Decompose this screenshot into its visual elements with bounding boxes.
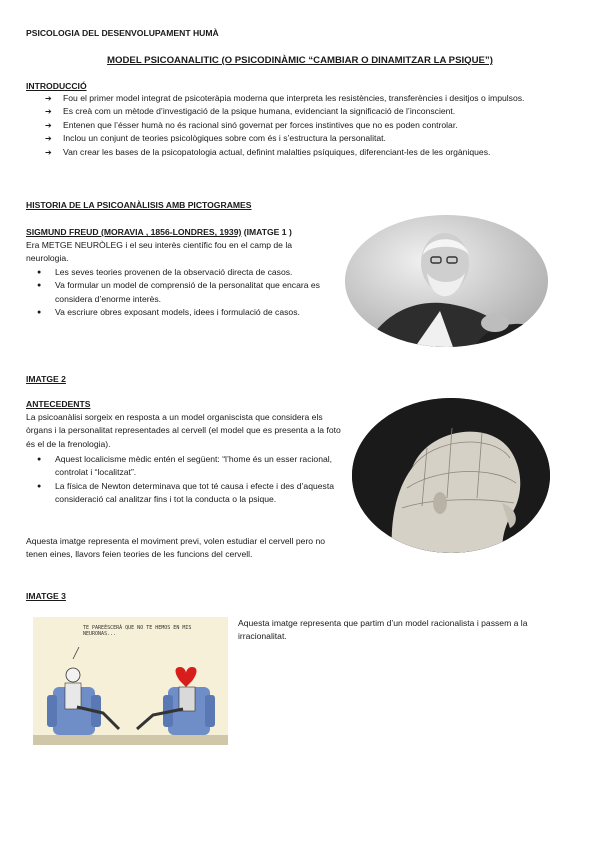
freud-item: ● Va formular un model de comprensió de la personalitat que encara es considera d’enorme interès. — [26, 279, 326, 306]
intro-heading: INTRODUCCIÓ — [26, 81, 87, 91]
course-title: PSICOLOGIA DEL DESENVOLUPAMENT HUMÀ — [26, 28, 219, 38]
antecedents-list — [26, 453, 344, 507]
intro-list — [45, 92, 570, 159]
antecedents-heading: ANTECEDENTS — [26, 399, 91, 409]
freud-heading — [26, 226, 326, 239]
intro-item: ➔ Inclou un conjunt de teories psicològiques sobre com és i s’estructura la personalitat. — [45, 132, 570, 145]
antecedents-item: ● Aquest localicisme mèdic entén el següent: “l’home és un esser racional, controlat i “localitzat”. — [26, 453, 344, 480]
cartoon-speech: TE PAREÉSCERÁ QUE NO TE HEMOS EN MIS NEURONAS... — [83, 625, 192, 637]
image3-caption: Aquesta imatge representa que partim d’un model racionalista i passem a la irracionalitat. — [238, 618, 528, 642]
image3-heading: IMATGE 3 — [26, 591, 66, 601]
freud-intro: Era METGE NEURÒLEG i el seu interès científic fou en el camp de la neurologia. — [26, 240, 293, 264]
freud-photo — [345, 215, 548, 347]
cartoon-image — [33, 617, 228, 745]
antecedents-note: Aquesta imatge representa el moviment previ, volen estudiar el cervell pero no tenen eines, llavors feien teories de les funcions del cervell. — [26, 536, 326, 560]
freud-image-ref: (IMATGE 1 ) — [241, 227, 292, 237]
freud-list — [26, 266, 326, 320]
antecedents-intro: La psicoanàlisi sorgeix en resposta a un model organiscista que considera els òrgans i la personalitat representades al cervell (el model que es presenta a la foto és el de la frenologia). — [26, 412, 341, 449]
history-heading: HISTORIA DE LA PSICOANÀLISIS AMB PICTOGRAMES — [26, 200, 252, 210]
freud-item: ● Va escriure obres exposant models, idees i formulació de casos. — [26, 306, 326, 319]
freud-name: SIGMUND FREUD (MORAVIA , 1856-LONDRES, 1939) — [26, 227, 242, 237]
page-title: MODEL PSICOANALITIC (O PSICODINÀMIC “CAMBIAR O DINAMITZAR LA PSIQUE”) — [107, 55, 493, 66]
intro-item: ➔ Es creà com un mètode d’investigació de la psique humana, evidenciant la significació de l’inconscient. — [45, 105, 570, 118]
image2-heading: IMATGE 2 — [26, 374, 66, 384]
antecedents-item: ● La física de Newton determinava que tot té causa i efecte i des d’aquesta consideració cal analitzar fins i tot la conducta o la psique. — [26, 480, 344, 507]
intro-item: ➔ Entenen que l’ésser humà no és racional sinó governat per forces instintives que no es poden controlar. — [45, 119, 570, 132]
intro-item: ➔ Fou el primer model integrat de psicoteràpia moderna que interpreta les resistències, transferències i desitjos o impulsos. — [45, 92, 570, 105]
phrenology-head-image — [352, 398, 550, 553]
intro-item: ➔ Van crear les bases de la psicopatologia actual, definint malalties psíquiques, diferenciant-les de les orgàniques. — [45, 146, 518, 159]
freud-item: ● Les seves teories provenen de la observació directa de casos. — [26, 266, 326, 279]
